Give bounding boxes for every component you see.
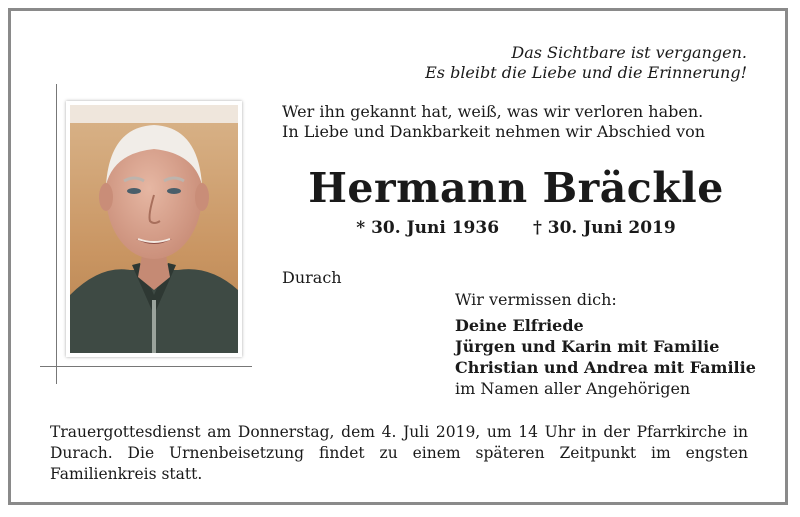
service-announcement: Trauergottesdienst am Donnerstag, dem 4. Juli 2019, um 14 Uhr in der Pfarrkirche in Durach. Die Urnenbeisetzung findet zu einem späteren Zeitpunkt im engsten Familienkreis statt.: [50, 423, 748, 483]
deceased-name: Hermann Bräckle: [308, 164, 724, 212]
life-dates: [282, 218, 750, 238]
family-intro: Wir vermissen dich:: [455, 290, 617, 309]
decorative-horizontal-line: [40, 366, 252, 367]
quote-line-2: Es bleibt die Liebe und die Erinnerung!: [425, 63, 747, 82]
intro-line-1: Wer ihn gekannt hat, weiß, was wir verloren haben.: [282, 102, 704, 121]
family-member: Deine Elfriede: [455, 316, 584, 335]
family-member: Jürgen und Karin mit Familie: [455, 337, 720, 356]
portrait-image: [70, 105, 238, 353]
portrait-photo: [66, 101, 242, 357]
intro-text: [282, 102, 705, 142]
intro-line-2: In Liebe und Dankbarkeit nehmen wir Abschied von: [282, 122, 706, 141]
family-member: Christian und Andrea mit Familie: [455, 358, 756, 377]
quote-line-1: Das Sichtbare ist vergangen.: [511, 43, 747, 62]
family-closing: im Namen aller Angehörigen: [455, 379, 691, 398]
birth-date: * 30. Juni 1936: [356, 218, 500, 238]
family-signature: [455, 289, 756, 399]
death-date: † 30. Juni 2019: [532, 218, 676, 238]
decorative-vertical-line: [56, 84, 57, 384]
place-name: Durach: [282, 268, 342, 287]
memorial-quote: [425, 43, 747, 83]
